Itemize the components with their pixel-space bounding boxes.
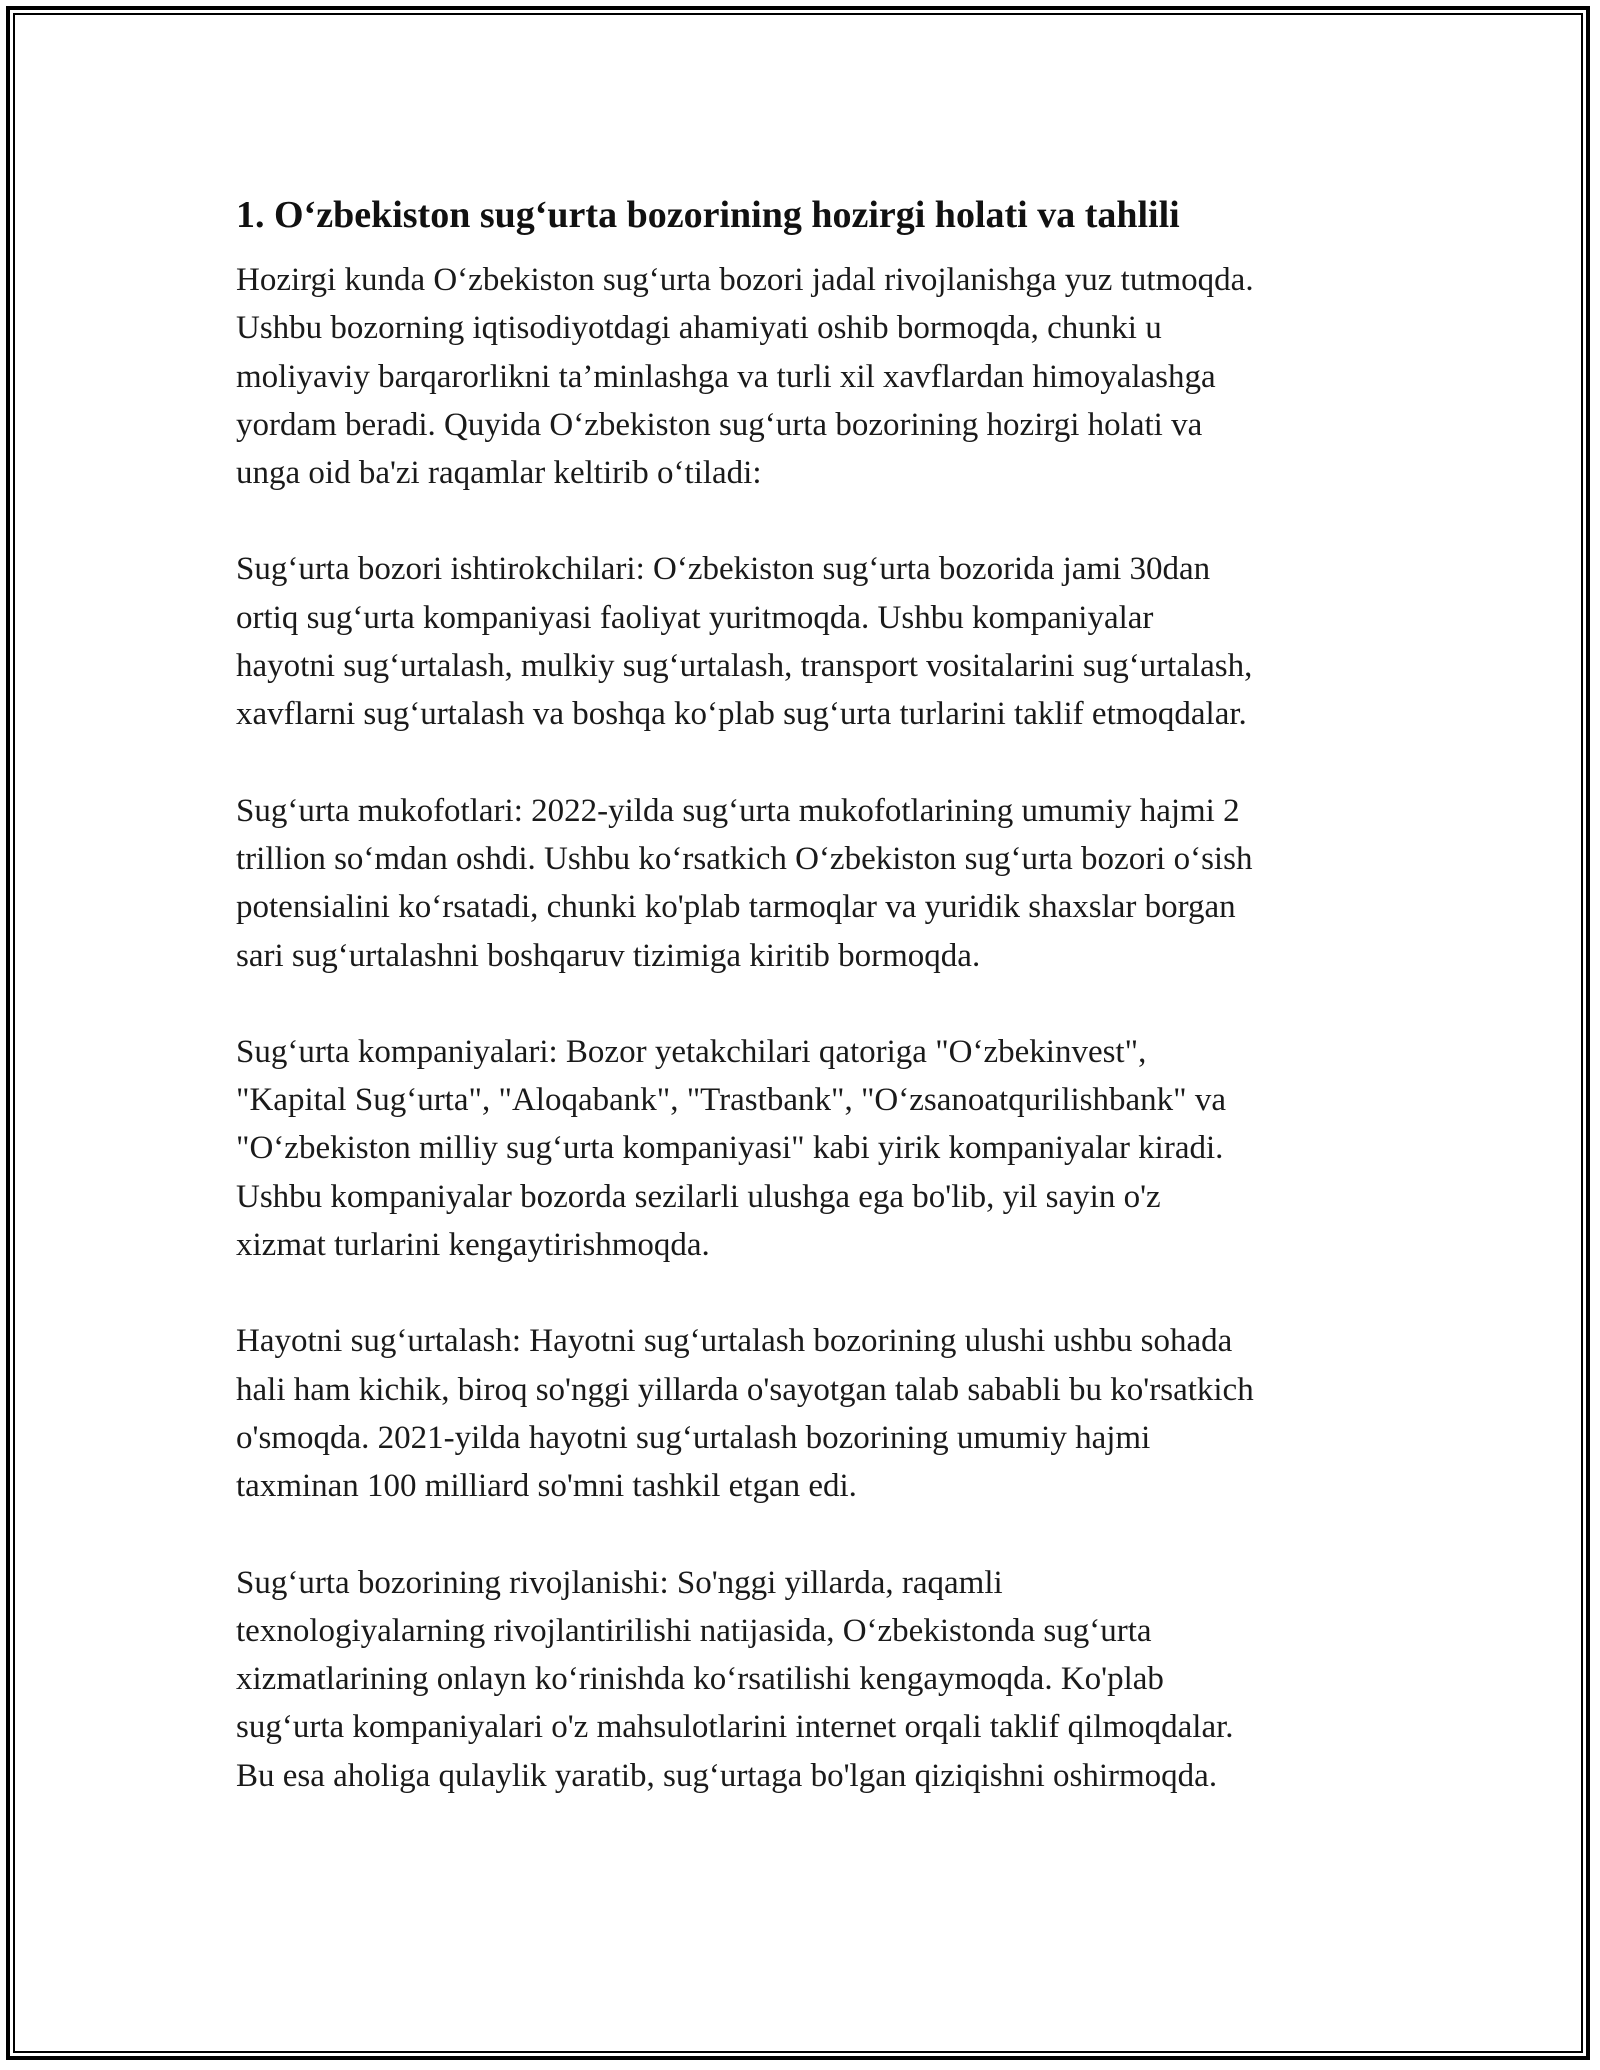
paragraph-insurance-companies: Sug‘urta kompaniyalari: Bozor yetakchilari qatoriga "O‘zbekinvest", "Kapital Sug‘urta", "Aloqabank", "Trastbank", "O‘zsanoatqurilishbank" va "O‘zbekiston milliy sug‘urta kompaniyasi" kabi yirik kompaniyalar kiradi. Ushbu kompaniyalar bozorda sezilarli ulushga ega bo'lib, yil sayin o'z xizmat turlarini kengaytirishmoqda.: [236, 1033, 1227, 1264]
paragraph-market-development: Sug‘urta bozorining rivojlanishi: So'nggi yillarda, raqamli texnologiyalarning rivojlantirilishi natijasida, O‘zbekistonda sug‘urta xizmatlarining onlayn ko‘rinishda ko‘rsatilishi kengaymoqda. Ko'plab sug‘urta kompaniyalari o'z mahsulotlarini internet orqali taklif qilmoqdalar. Bu esa aholiga qulaylik yaratib, sug‘urtaga bo'lgan qiziqishni oshirmoqda.: [236, 1564, 1234, 1794]
paragraph-insurance-premiums: Sug‘urta mukofotlari: 2022-yilda sug‘urta mukofotlarining umumiy hajmi 2 trillion so‘mdan oshdi. Ushbu ko‘rsatkich O‘zbekiston sug‘urta bozori o‘sish potensialini ko‘rsatadi, chunki ko'plab tarmoqlar va yuridik shaxslar borgan sari sug‘urtalashni boshqaruv tizimiga kiritib bormoqda.: [236, 792, 1253, 974]
section-title: 1. O‘zbekiston sug‘urta bozorining hozirgi holati va tahlili: [236, 194, 1180, 236]
paragraph-life-insurance: Hayotni sug‘urtalash: Hayotni sug‘urtalash bozorining ulushi ushbu sohada hali ham kichik, biroq so'nggi yillarda o'sayotgan talab sababli bu ko'rsatkich o'smoqda. 2021-yilda hayotni sug‘urtalash bozorining umumiy hajmi taxminan 100 milliard so'mni tashkil etgan edi.: [236, 1323, 1254, 1505]
paragraph-market-participants: Sug‘urta bozori ishtirokchilari: O‘zbekiston sug‘urta bozorida jami 30dan ortiq sug‘urta kompaniyasi faoliyat yuritmoqda. Ushbu kompaniyalar hayotni sug‘urtalash, mulkiy sug‘urtalash, transport vositalarini sug‘urtalash, xavflarni sug‘urtalash va boshqa ko‘plab sug‘urta turlarini taklif etmoqdalar.: [236, 551, 1253, 733]
paragraph-intro: Hozirgi kunda O‘zbekiston sug‘urta bozori jadal rivojlanishga yuz tutmoqda. Ushbu bozorning iqtisodiyotdagi ahamiyati oshib bormoqda, chunki u moliyaviy barqarorlikni ta’minlashga va turli xil xavflardan himoyalashga yordam beradi. Quyida O‘zbekiston sug‘urta bozorining hozirgi holati va unga oid ba'zi raqamlar keltirib o‘tiladi:: [236, 262, 1254, 492]
document-body: [236, 188, 1386, 1848]
